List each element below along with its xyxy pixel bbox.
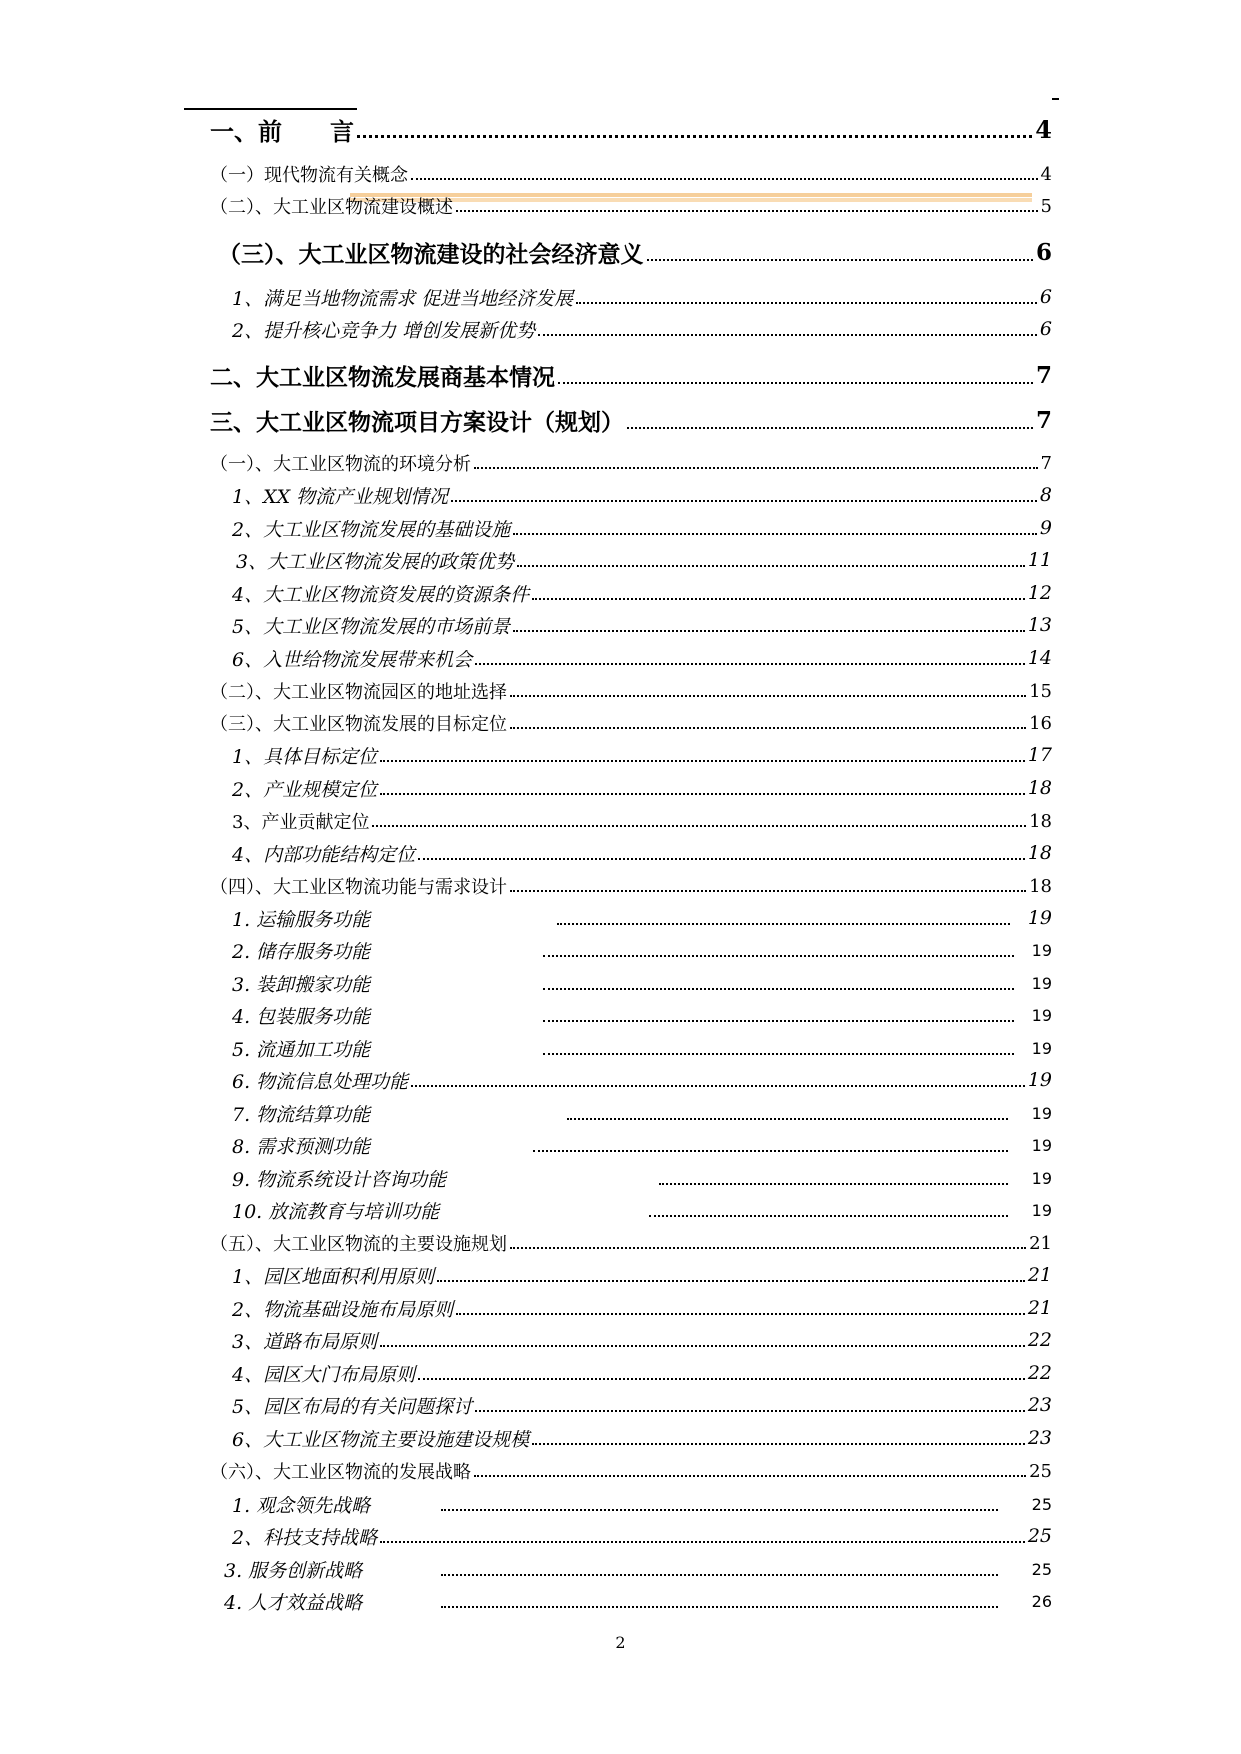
toc-entry[interactable] (232, 284, 1052, 310)
toc-entry-title: 三、大工业区物流项目方案设计（规划） (210, 408, 624, 436)
toc-entry[interactable] (232, 808, 1052, 834)
toc-entry[interactable] (232, 1425, 1052, 1451)
toc-entry-page: 26 (1031, 1591, 1052, 1611)
toc-entry-title: 1、满足当地物流需求 促进当地经济发展 (232, 287, 574, 310)
toc-leader (513, 616, 1025, 635)
toc-entry-title: 5、园区布局的有关问题探讨 (232, 1395, 473, 1418)
toc-entry[interactable] (236, 547, 1052, 573)
toc-entry-title: 2、物流基础设施布局原则 (232, 1298, 454, 1321)
toc-leader (474, 1462, 1026, 1480)
toc-entry-page: 23 (1027, 1427, 1052, 1449)
toc-leader (557, 909, 1010, 928)
toc-entry[interactable] (232, 1002, 1052, 1028)
toc-entry-page: 19 (1031, 1168, 1052, 1188)
toc-entry-title: （二）、大工业区物流建设概述 (210, 197, 453, 218)
toc-entry[interactable] (232, 1295, 1052, 1321)
toc-leader (441, 1495, 998, 1514)
toc-entry-title: 2、提升核心竞争力 增创发展新优势 (232, 319, 536, 342)
toc-leader (372, 812, 1026, 830)
toc-leader (380, 1331, 1025, 1350)
toc-entry-page: 7 (1035, 361, 1052, 389)
toc-entry[interactable] (232, 612, 1052, 638)
toc-entry-page: 12 (1027, 582, 1052, 604)
toc-entry-page: 25 (1027, 1525, 1052, 1547)
toc-entry-page: 18 (1027, 777, 1052, 799)
toc-leader (627, 409, 1033, 432)
toc-entry[interactable] (232, 1100, 1052, 1126)
toc-entry-title: 9. 物流系统设计咨询功能 (232, 1168, 447, 1191)
toc-entry-title: 4、园区大门布局原则 (232, 1363, 416, 1386)
toc-leader (474, 454, 1038, 472)
toc-entry-page: 19 (1031, 1005, 1052, 1025)
toc-entry-page: 25 (1031, 1559, 1052, 1579)
toc-entry-page: 18 (1027, 842, 1052, 864)
toc-entry-title: 5. 流通加工功能 (232, 1038, 371, 1061)
toc-entry-title: 1、园区地面积利用原则 (232, 1265, 435, 1288)
toc-entry-title: 1、XX 物流产业规划情况 (232, 485, 449, 508)
toc-entry[interactable] (210, 451, 1052, 475)
toc-entry-title: （三）、大工业区物流发展的目标定位 (210, 714, 507, 735)
toc-entry-title: （三）、大工业区物流建设的社会经济意义 (218, 240, 644, 268)
toc-entry[interactable] (210, 711, 1052, 735)
toc-leader (513, 519, 1037, 538)
toc-entry-title: 6、大工业区物流主要设施建设规模 (232, 1428, 530, 1451)
toc-leader (437, 1266, 1025, 1285)
toc-entry-page: 22 (1027, 1329, 1052, 1351)
toc-entry-page: 5 (1040, 195, 1052, 217)
toc-entry-page: 7 (1040, 452, 1052, 474)
toc-leader (357, 117, 1032, 141)
toc-leader (441, 1560, 998, 1579)
toc-entry-title: 2、科技支持战略 (232, 1526, 378, 1549)
toc-leader (543, 974, 1014, 993)
toc-entry-page: 4 (1035, 114, 1052, 144)
toc-entry-title: 1、具体目标定位 (232, 745, 378, 768)
corner-mark (1052, 98, 1059, 100)
toc-entry-title: 二、大工业区物流发展商基本情况 (210, 363, 555, 391)
toc-entry-page: 25 (1031, 1494, 1052, 1514)
toc-leader (456, 197, 1038, 215)
toc-entry-title: 6. 物流信息处理功能 (232, 1070, 409, 1093)
toc-entry-title: 3、道路布局原则 (232, 1330, 378, 1353)
toc-entry-page: 19 (1031, 1103, 1052, 1123)
header-rule (184, 108, 357, 110)
toc-entry-title: 3. 服务创新战略 (224, 1559, 363, 1582)
toc-leader (475, 1396, 1025, 1415)
toc-leader (543, 941, 1014, 960)
toc-leader (451, 486, 1037, 505)
toc-leader (659, 1169, 1008, 1188)
toc-entry[interactable] (232, 1523, 1052, 1549)
toc-entry-title: （二）、大工业区物流园区的地址选择 (210, 682, 507, 703)
toc-leader (517, 551, 1025, 570)
toc-leader (649, 1201, 1008, 1220)
toc-leader (533, 1136, 1008, 1155)
toc-leader (380, 1527, 1025, 1546)
toc-leader (380, 746, 1025, 765)
toc-entry[interactable] (210, 162, 1052, 186)
toc-entry-page: 6 (1039, 318, 1052, 340)
toc-entry-page: 14 (1027, 647, 1052, 669)
toc-entry-title: （六）、大工业区物流的发展战略 (210, 1462, 471, 1483)
toc-entry-title: 2、产业规模定位 (232, 778, 378, 801)
toc-leader (647, 241, 1033, 264)
toc-entry-page: 21 (1027, 1264, 1052, 1286)
toc-entry-title: 4、大工业区物流资发展的资源条件 (232, 583, 530, 606)
toc-entry-title: （四）、大工业区物流功能与需求设计 (210, 877, 507, 898)
toc-entry-title: （一）现代物流有关概念 (210, 165, 408, 186)
toc-entry[interactable] (224, 1588, 1052, 1614)
toc-entry[interactable] (232, 742, 1052, 768)
toc-entry-page: 7 (1035, 406, 1052, 434)
toc-entry-page: 8 (1039, 484, 1052, 506)
toc-entry[interactable] (232, 905, 1052, 931)
toc-entry[interactable] (232, 1197, 1052, 1223)
toc-entry[interactable] (232, 1491, 1052, 1517)
toc-entry-page: 19 (1031, 1038, 1052, 1058)
toc-entry-page: 19 (1031, 1200, 1052, 1220)
toc-leader (418, 1364, 1025, 1383)
toc-entry-page: 22 (1027, 1362, 1052, 1384)
toc-entry-title: 2、大工业区物流发展的基础设施 (232, 518, 511, 541)
toc-entry[interactable] (232, 1262, 1052, 1288)
toc-entry[interactable] (224, 1556, 1052, 1582)
toc-leader (543, 1006, 1014, 1025)
toc-leader (411, 1071, 1025, 1090)
toc-entry-page: 6 (1035, 238, 1052, 266)
toc-entry[interactable] (232, 482, 1052, 508)
toc-entry-page: 25 (1029, 1460, 1052, 1482)
toc-entry-title: 2. 储存服务功能 (232, 940, 371, 963)
toc-leader (510, 1234, 1026, 1252)
toc-leader (558, 364, 1033, 387)
toc-entry-title: 7. 物流结算功能 (232, 1103, 371, 1126)
toc-entry-page: 18 (1029, 810, 1052, 832)
toc-entry[interactable] (210, 1459, 1052, 1483)
toc-entry[interactable] (210, 360, 1052, 390)
toc-leader (510, 877, 1026, 895)
toc-entry[interactable] (232, 1392, 1052, 1418)
toc-entry-page: 11 (1027, 549, 1052, 571)
toc-entry-page: 19 (1031, 1135, 1052, 1155)
toc-entry[interactable] (232, 645, 1052, 671)
toc-entry-page: 9 (1039, 517, 1052, 539)
toc-entry-title: 1. 运输服务功能 (232, 908, 371, 931)
toc-entry[interactable] (232, 1035, 1052, 1061)
toc-entry[interactable] (232, 775, 1052, 801)
toc-entry[interactable] (232, 1360, 1052, 1386)
toc-entry-page: 15 (1029, 680, 1052, 702)
toc-entry-page: 16 (1029, 712, 1052, 734)
toc-entry-page: 6 (1039, 286, 1052, 308)
toc-entry[interactable] (232, 316, 1052, 342)
toc-leader (441, 1592, 998, 1611)
toc-entry-title: 10. 放流教育与培训功能 (232, 1200, 440, 1223)
toc-entry-title: 5、大工业区物流发展的市场前景 (232, 615, 511, 638)
toc-entry-page: 13 (1027, 614, 1052, 636)
toc-entry[interactable] (210, 114, 1052, 144)
toc-entry[interactable] (232, 970, 1052, 996)
page-number: 2 (615, 1633, 626, 1652)
toc-entry-title: 3、产业贡献定位 (232, 812, 370, 833)
toc-leader (411, 165, 1038, 183)
toc-leader (418, 844, 1025, 863)
toc-entry-page: 19 (1031, 940, 1052, 960)
toc-entry-title: 4. 包装服务功能 (232, 1005, 371, 1028)
toc-entry-page: 19 (1027, 907, 1052, 929)
toc-entry[interactable] (210, 194, 1052, 218)
toc-leader (456, 1299, 1025, 1318)
toc-entry[interactable] (232, 840, 1052, 866)
toc-entry[interactable] (232, 937, 1052, 963)
toc-leader (567, 1104, 1008, 1123)
toc-entry-title: 8. 需求预测功能 (232, 1135, 371, 1158)
toc-entry-page: 23 (1027, 1394, 1052, 1416)
toc-leader (510, 714, 1026, 732)
toc-entry-title: 6、入世给物流发展带来机会 (232, 648, 473, 671)
toc-entry-title: 4. 人才效益战略 (224, 1591, 363, 1614)
toc-entry[interactable] (210, 874, 1052, 898)
toc-entry-page: 19 (1031, 973, 1052, 993)
toc-entry-page: 17 (1027, 744, 1052, 766)
toc-entry-title: 一、前 言 (210, 116, 354, 146)
toc-entry-page: 4 (1040, 163, 1052, 185)
toc-entry[interactable] (232, 580, 1052, 606)
toc-entry[interactable] (232, 1327, 1052, 1353)
toc-leader (532, 584, 1025, 603)
toc-entry-page: 19 (1027, 1069, 1052, 1091)
toc-leader (475, 649, 1025, 668)
toc-leader (532, 1429, 1025, 1448)
toc-entry-title: （五）、大工业区物流的主要设施规划 (210, 1234, 507, 1255)
toc-entry[interactable] (232, 1165, 1052, 1191)
toc-entry-title: 3、大工业区物流发展的政策优势 (236, 550, 515, 573)
toc-leader (543, 1039, 1014, 1058)
toc-entry-page: 21 (1029, 1232, 1052, 1254)
toc-entry[interactable] (232, 1067, 1052, 1093)
toc-entry-title: 1. 观念领先战略 (232, 1494, 371, 1517)
toc-leader (576, 288, 1037, 307)
toc-entry[interactable] (218, 237, 1052, 267)
toc-entry[interactable] (210, 679, 1052, 703)
toc-leader (380, 779, 1025, 798)
toc-entry-title: 3. 装卸搬家功能 (232, 973, 371, 996)
toc-entry[interactable] (210, 405, 1052, 435)
toc-entry[interactable] (232, 515, 1052, 541)
toc-entry-title: 4、内部功能结构定位 (232, 843, 416, 866)
toc-leader (538, 320, 1037, 339)
toc-leader (510, 682, 1026, 700)
toc-entry-page: 21 (1027, 1297, 1052, 1319)
toc-entry[interactable] (232, 1132, 1052, 1158)
toc-entry-title: （一）、大工业区物流的环境分析 (210, 454, 471, 475)
toc-entry[interactable] (210, 1231, 1052, 1255)
toc-entry-page: 18 (1029, 875, 1052, 897)
